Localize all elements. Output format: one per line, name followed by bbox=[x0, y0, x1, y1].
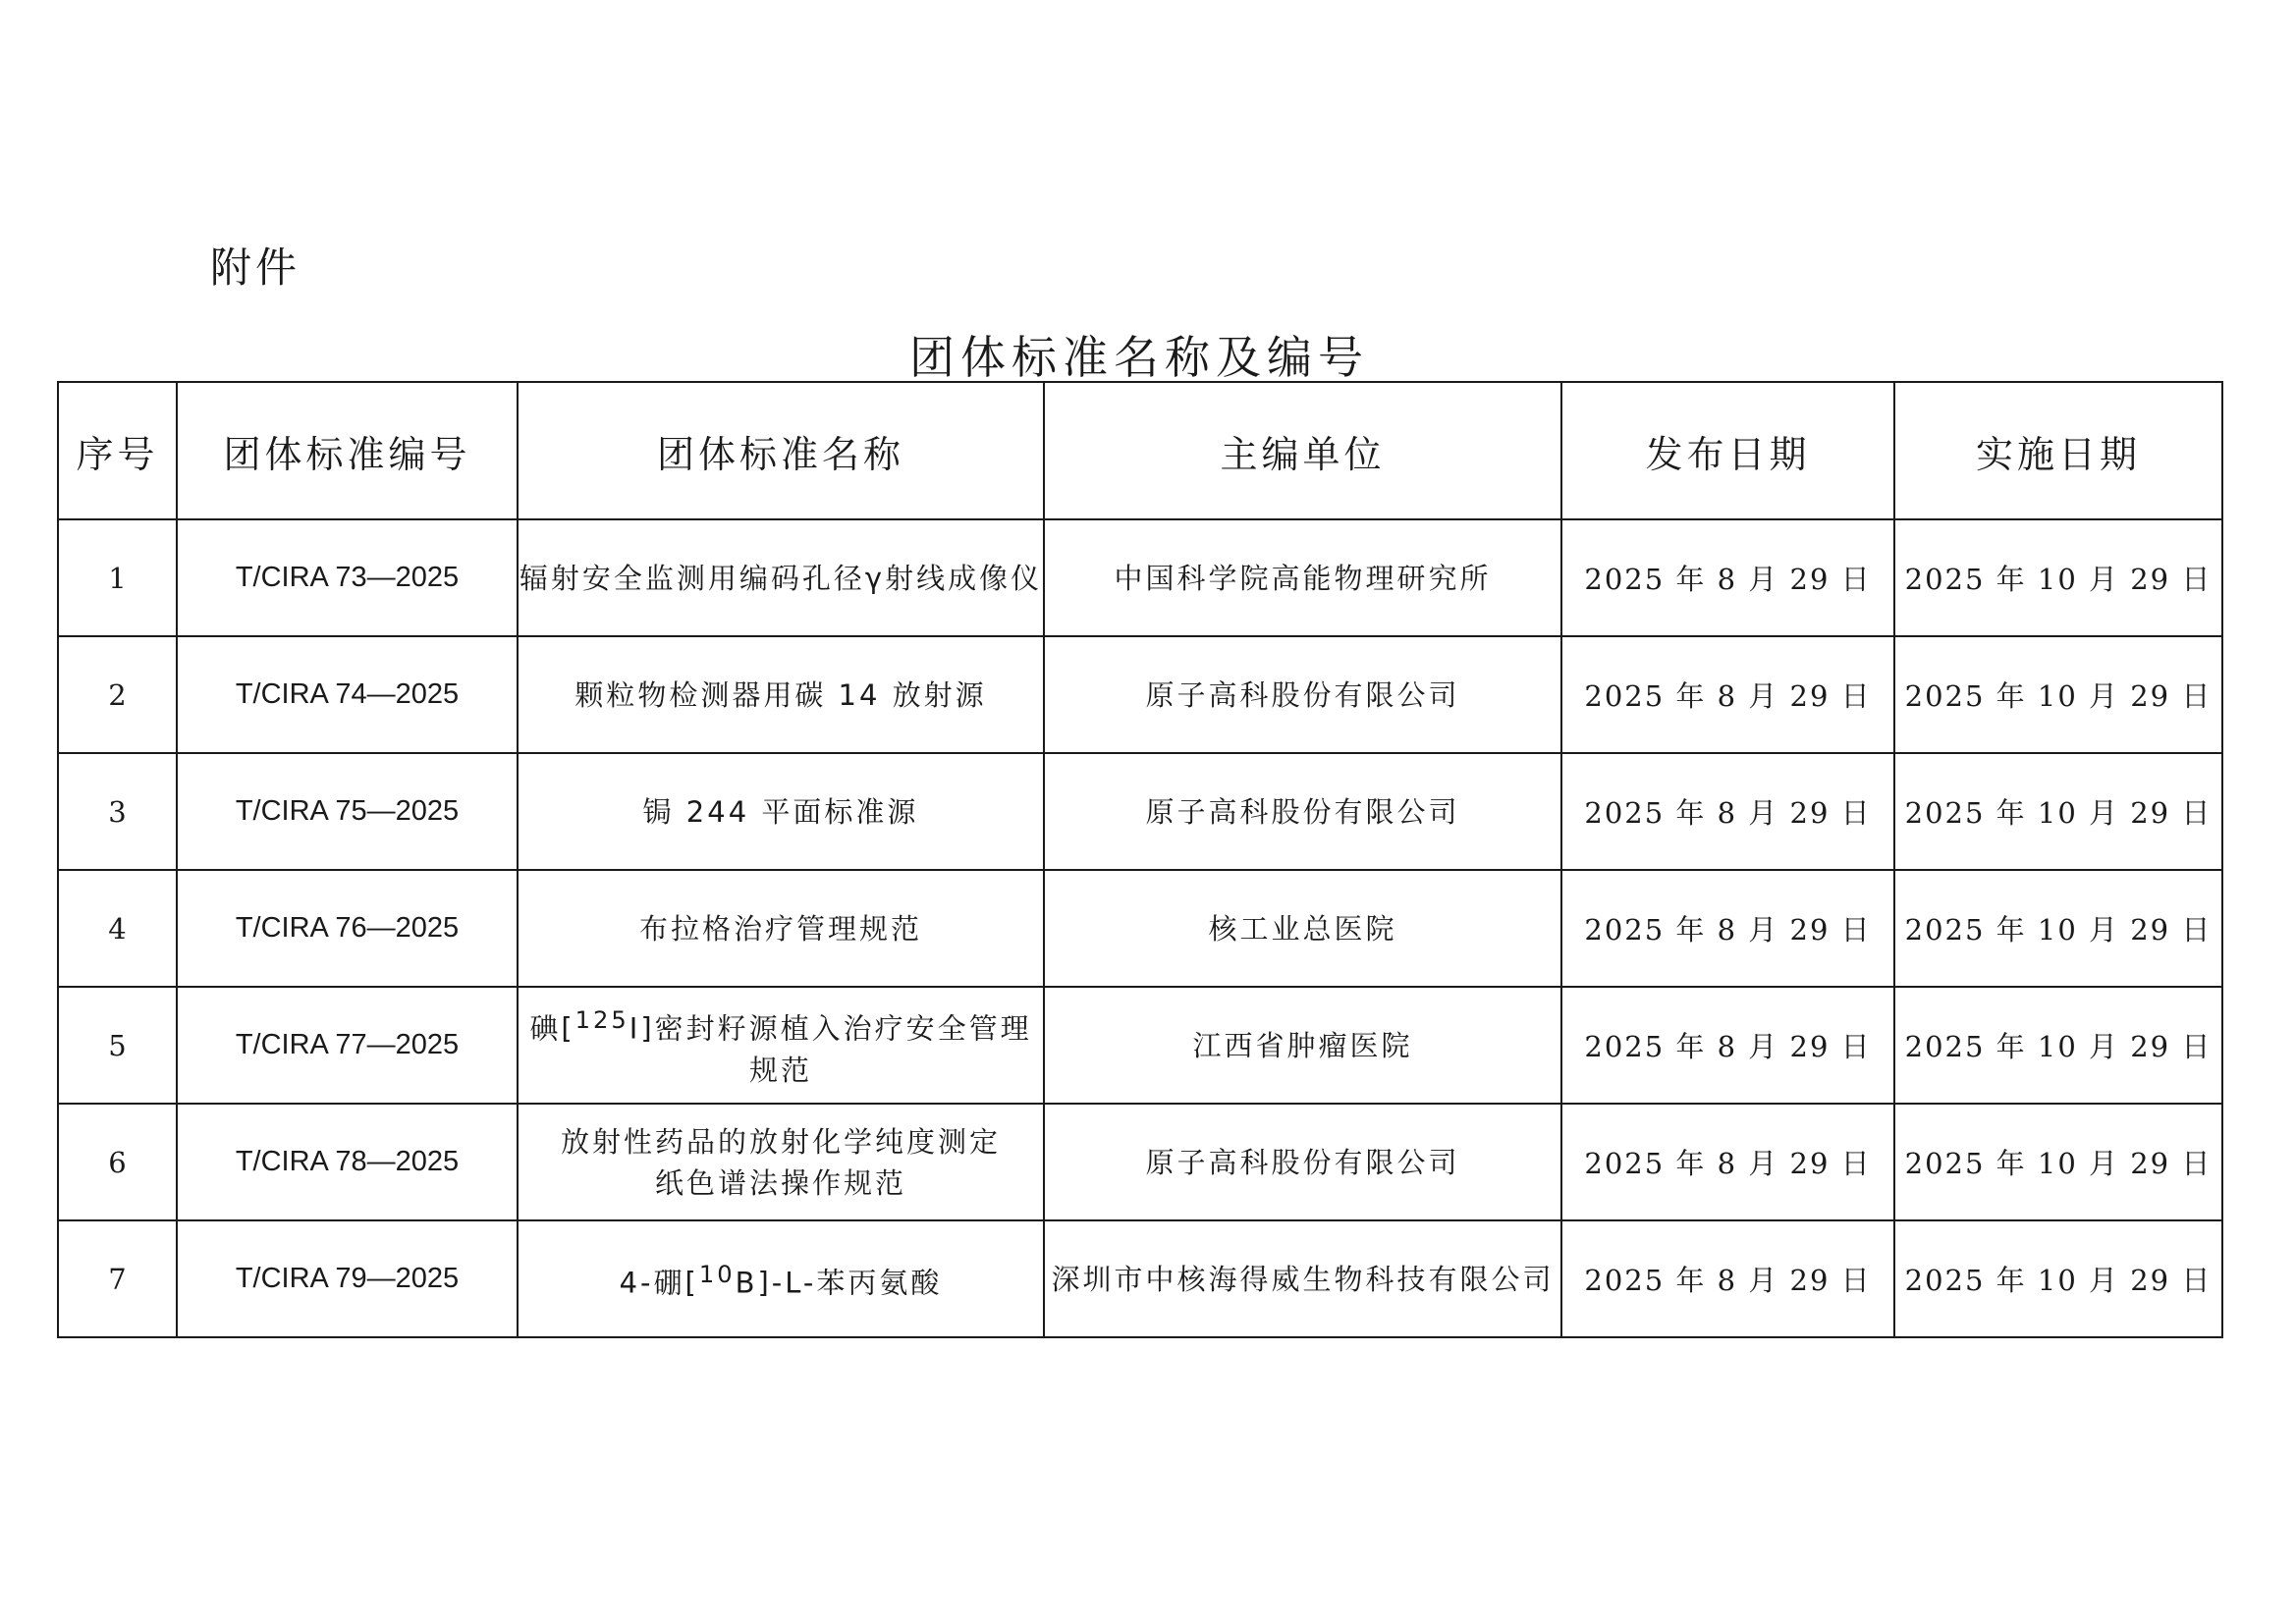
cell-implement-date: 2025 年 10 月 29 日 bbox=[1894, 1220, 2222, 1337]
cell-unit: 深圳市中核海得威生物科技有限公司 bbox=[1044, 1220, 1561, 1337]
cell-name bbox=[518, 870, 1044, 987]
header-publish-date: 发布日期 bbox=[1561, 382, 1894, 519]
cell-serial: 3 bbox=[58, 753, 177, 870]
cell-serial: 4 bbox=[58, 870, 177, 987]
table-row bbox=[58, 870, 2222, 987]
cell-serial: 7 bbox=[58, 1220, 177, 1337]
cell-code: T/CIRA 79—2025 bbox=[177, 1220, 518, 1337]
cell-publish-date: 2025 年 8 月 29 日 bbox=[1561, 519, 1894, 636]
table-row bbox=[58, 987, 2222, 1104]
cell-serial: 1 bbox=[58, 519, 177, 636]
header-serial: 序号 bbox=[58, 382, 177, 519]
isotope-superscript: 10 bbox=[698, 1261, 736, 1289]
standards-table bbox=[57, 381, 2223, 1338]
cell-implement-date: 2025 年 10 月 29 日 bbox=[1894, 1104, 2222, 1220]
cell-name bbox=[518, 636, 1044, 753]
cell-code: T/CIRA 76—2025 bbox=[177, 870, 518, 987]
table-row bbox=[58, 753, 2222, 870]
document-title: 团体标准名称及编号 bbox=[909, 331, 1369, 384]
cell-unit: 江西省肿瘤医院 bbox=[1044, 987, 1561, 1104]
cell-implement-date: 2025 年 10 月 29 日 bbox=[1894, 870, 2222, 987]
attachment-label: 附件 bbox=[210, 243, 301, 292]
cell-publish-date: 2025 年 8 月 29 日 bbox=[1561, 870, 1894, 987]
name-line: 颗粒物检测器用碳 14 放射源 bbox=[574, 677, 987, 712]
table-header-row bbox=[58, 382, 2222, 519]
cell-unit: 原子高科股份有限公司 bbox=[1044, 636, 1561, 753]
cell-publish-date: 2025 年 8 月 29 日 bbox=[1561, 987, 1894, 1104]
cell-serial: 5 bbox=[58, 987, 177, 1104]
isotope-superscript: 125 bbox=[574, 1006, 629, 1035]
cell-name bbox=[518, 753, 1044, 870]
cell-name bbox=[518, 519, 1044, 636]
header-editor-unit: 主编单位 bbox=[1044, 382, 1561, 519]
cell-code: T/CIRA 75—2025 bbox=[177, 753, 518, 870]
cell-name bbox=[518, 1220, 1044, 1337]
name-line: 辐射安全监测用编码孔径γ射线成像仪 bbox=[519, 561, 1043, 595]
header-standard-code: 团体标准编号 bbox=[177, 382, 518, 519]
cell-unit: 中国科学院高能物理研究所 bbox=[1044, 519, 1561, 636]
cell-name bbox=[518, 987, 1044, 1104]
cell-name bbox=[518, 1104, 1044, 1220]
name-suffix: B]-L-苯丙氨酸 bbox=[735, 1266, 943, 1300]
name-line: 放射性药品的放射化学纯度测定 bbox=[560, 1124, 1001, 1159]
cell-unit: 原子高科股份有限公司 bbox=[1044, 753, 1561, 870]
cell-implement-date: 2025 年 10 月 29 日 bbox=[1894, 987, 2222, 1104]
cell-unit: 核工业总医院 bbox=[1044, 870, 1561, 987]
header-implement-date: 实施日期 bbox=[1894, 382, 2222, 519]
cell-implement-date: 2025 年 10 月 29 日 bbox=[1894, 519, 2222, 636]
name-line: 布拉格治疗管理规范 bbox=[638, 911, 922, 946]
cell-serial: 6 bbox=[58, 1104, 177, 1220]
cell-publish-date: 2025 年 8 月 29 日 bbox=[1561, 1220, 1894, 1337]
cell-publish-date: 2025 年 8 月 29 日 bbox=[1561, 753, 1894, 870]
table-row bbox=[58, 519, 2222, 636]
cell-publish-date: 2025 年 8 月 29 日 bbox=[1561, 636, 1894, 753]
name-prefix: 碘[ bbox=[529, 1011, 575, 1046]
name-line: 锔 244 平面标准源 bbox=[642, 794, 919, 829]
cell-publish-date: 2025 年 8 月 29 日 bbox=[1561, 1104, 1894, 1220]
header-standard-name: 团体标准名称 bbox=[518, 382, 1044, 519]
table-row bbox=[58, 1220, 2222, 1337]
name-suffix: I]密封籽源植入治疗安全管理规范 bbox=[629, 1011, 1032, 1087]
cell-serial: 2 bbox=[58, 636, 177, 753]
table-row bbox=[58, 636, 2222, 753]
cell-implement-date: 2025 年 10 月 29 日 bbox=[1894, 753, 2222, 870]
cell-implement-date: 2025 年 10 月 29 日 bbox=[1894, 636, 2222, 753]
name-prefix: 4-硼[ bbox=[619, 1266, 699, 1300]
cell-code: T/CIRA 73—2025 bbox=[177, 519, 518, 636]
name-line: 纸色谱法操作规范 bbox=[654, 1165, 906, 1200]
table-row bbox=[58, 1104, 2222, 1220]
cell-unit: 原子高科股份有限公司 bbox=[1044, 1104, 1561, 1220]
cell-code: T/CIRA 74—2025 bbox=[177, 636, 518, 753]
cell-code: T/CIRA 77—2025 bbox=[177, 987, 518, 1104]
cell-code: T/CIRA 78—2025 bbox=[177, 1104, 518, 1220]
